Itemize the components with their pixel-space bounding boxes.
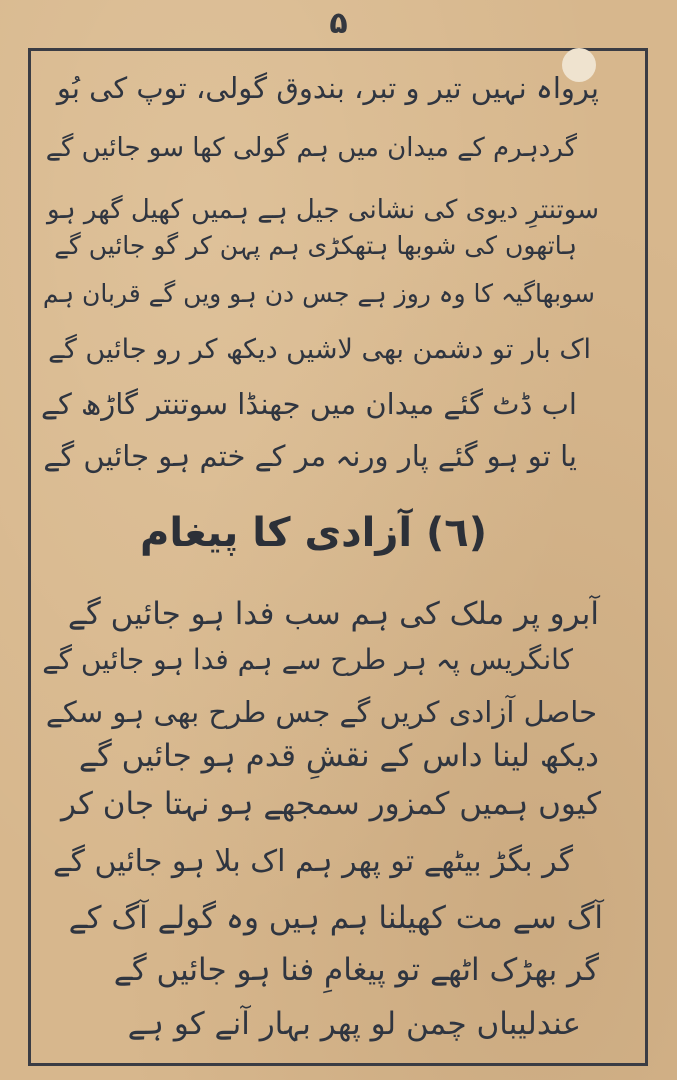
poem-1-line: گردہرم کے میدان میں ہم گولی کھا سو جائیں گے <box>45 133 577 163</box>
poem-2-line: حاصل آزادی کریں گے جس طرح بھی ہو سکے <box>45 695 597 729</box>
poem-2-heading: (٦) آزادی کا پیغام <box>140 510 487 556</box>
poem-2-line: آگ سے مت کھیلنا ہم ہیں وہ گولے آگ کے <box>68 900 603 936</box>
poem-2-line: عندلیباں چمن لو پھر بہار آنے کو ہے <box>127 1006 581 1042</box>
poem-1-line: ہاتھوں کی شوبھا ہتھکڑی ہم پہن کر گو جائیں گے <box>54 231 577 260</box>
page-number: ۵ <box>329 6 348 41</box>
poem-2-line: کیوں ہمیں کمزور سمجھے ہو نہتا جان کر <box>60 786 601 822</box>
poem-2-line: آبرو پر ملک کی ہم سب فدا ہو جائیں گے <box>67 596 599 632</box>
poem-1-line: اک بار تو دشمن بھی لاشیں دیکھ کر رو جائیں گے <box>48 334 591 365</box>
poem-1-line: سوبھاگیہ کا وہ روز ہے جس دن ہو ویں گے قربان ہم <box>42 279 595 308</box>
poem-1-line: یا تو ہو گئے پار ورنہ مر کے ختم ہو جائیں گے <box>43 439 577 473</box>
poem-2-line: گر بھڑک اٹھے تو پیغامِ فنا ہو جائیں گے <box>113 952 599 988</box>
poem-2-line: دیکھ لینا داس کے نقشِ قدم ہو جائیں گے <box>78 738 599 774</box>
poem-2-line: گر بگڑ بیٹھے تو پھر ہم اک بلا ہو جائیں گے <box>53 844 573 879</box>
poem-1-line: پرواہ نہیں تیر و تبر، بندوق گولی، توپ کی بُو <box>56 71 599 105</box>
poem-1-line: سوتنترِ دیوی کی نشانی جیل ہے ہمیں کھیل گھر ہو <box>46 195 599 225</box>
poem-1-line: اب ڈٹ گئے میدان میں جھنڈا سوتنتر گاڑھ کے <box>41 387 577 421</box>
poem-2-line: کانگریس پہ ہر طرح سے ہم فدا ہو جائیں گے <box>42 643 573 676</box>
